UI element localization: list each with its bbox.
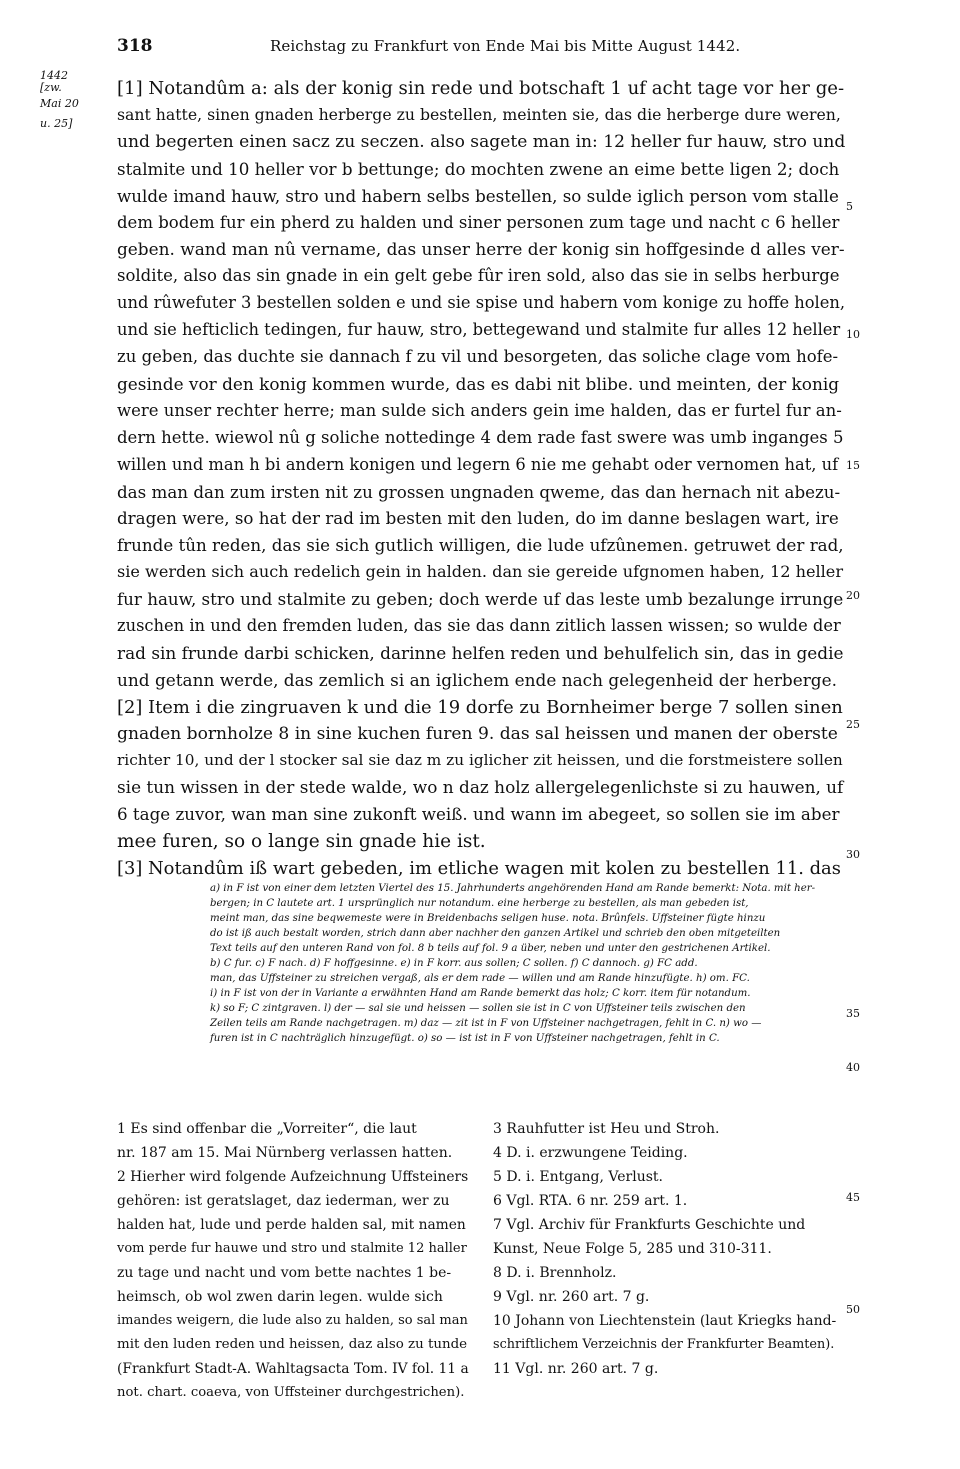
margin-line: [zw. xyxy=(40,81,62,95)
line-number: 25 xyxy=(846,718,860,731)
apparatus-line: do ist iß auch bestalt worden, strich dann aber nachher den ganzen Artikel und schrieb den oben mitgeteilten xyxy=(210,928,781,939)
text-line: zuschen in und den fremden luden, das sie das dann zitlich lassen wissen; so wulde der xyxy=(117,616,841,635)
text-line: wulde imand hauw, stro und habern selbs bestellen, so sulde iglich person vom stalle xyxy=(117,185,839,206)
running-head: Reichstag zu Frankfurt von Ende Mai bis Mitte August 1442. xyxy=(270,37,741,55)
text-line: das man dan zum irsten nit zu grossen ungnaden qweme, das dan hernach nit abezu- xyxy=(117,481,841,502)
line-number: 30 xyxy=(846,848,860,861)
footnote-line: 11 Vgl. nr. 260 art. 7 g. xyxy=(493,1361,659,1377)
apparatus-line: man, das Uffsteiner zu streichen vergaß, als er dem rade — willen und am Rande hinzufügte. h) om. FC. xyxy=(210,973,750,984)
line-number: 45 xyxy=(846,1191,860,1204)
page-number: 318 xyxy=(117,36,153,56)
apparatus-line: k) so F; C zintgraven. l) der — sal sie und heissen — sollen sie ist in C von Uffsteiner teils zwischen den xyxy=(210,1003,746,1014)
apparatus-line: bergen; in C lautete art. 1 ursprünglich nur notandum. eine herberge zu bestellen, als man gebeden ist, xyxy=(210,898,749,909)
line-number: 10 xyxy=(846,328,860,341)
text-line: stalmite und 10 heller vor b bettunge; do mochten zwene an eime bette ligen 2; doch xyxy=(117,158,840,179)
margin-line: 1442 xyxy=(40,69,68,82)
apparatus-line: meint man, das sine beqwemeste were in Breidenbachs seligen huse. nota. Brûnfels. Uffsteiner fügte hinzu xyxy=(210,913,766,924)
line-number: 5 xyxy=(846,200,853,213)
text-line: soldite, also das sin gnade in ein gelt gebe fûr iren sold, also das sie in selbs herburge xyxy=(117,266,840,286)
text-line: sie werden sich auch redelich gein in halden. dan sie gereide ufgnomen haben, 12 heller xyxy=(117,562,844,582)
text-line: dragen were, so hat der rad im besten mit den luden, do im danne beslagen wart, ire xyxy=(117,508,839,529)
footnote-line: (Frankfurt Stadt-A. Wahltagsacta Tom. IV fol. 11 a xyxy=(117,1361,469,1377)
text-line: gesinde vor den konig kommen wurde, das es dabi nit blibe. und meinten, der konig xyxy=(117,373,840,394)
text-line: dern hette. wiewol nû g soliche nottedinge 4 dem rade fast swere was umb inganges 5 xyxy=(117,427,844,447)
footnote-line: Kunst, Neue Folge 5, 285 und 310-311. xyxy=(493,1241,772,1257)
line-number: 50 xyxy=(846,1303,860,1316)
text-line: dem bodem fur ein pherd zu halden und siner personen zum tage und nacht c 6 heller xyxy=(117,212,840,232)
footnote-line: schriftlichem Verzeichnis der Frankfurter Beamten). xyxy=(493,1337,835,1352)
line-number: 20 xyxy=(846,589,860,602)
margin-line: u. 25] xyxy=(40,117,73,131)
text-line: sie tun wissen in der stede walde, wo n daz holz allergelegenlichste si zu hauwen, uf xyxy=(117,777,844,798)
footnote-line: zu tage und nacht und vom bette nachtes 1 be- xyxy=(117,1265,452,1281)
text-line: willen und man h bi andern konigen und legern 6 nie me gehabt oder vernomen hat, uf xyxy=(117,454,839,474)
footnote-line: 5 D. i. Entgang, Verlust. xyxy=(493,1169,663,1185)
footnote-line: mit den luden reden und heissen, daz also zu tunde xyxy=(117,1337,468,1352)
text-line: [3] Notandûm iß wart gebeden, im etliche wagen mit kolen zu bestellen 11. das xyxy=(117,858,841,880)
text-line: und rûwefuter 3 bestellen solden e und sie spise und habern vom konige zu hoffe holen, xyxy=(117,293,846,313)
text-line: und begerten einen sacz zu seczen. also sagete man in: 12 heller fur hauw, stro und xyxy=(117,131,846,152)
footnote-line: 3 Rauhfutter ist Heu und Stroh. xyxy=(493,1121,720,1137)
margin-date-note xyxy=(40,70,110,130)
text-line: [1] Notandûm a: als der konig sin rede und botschaft 1 uf acht tage vor her ge- xyxy=(117,78,845,99)
footnote-line: 8 D. i. Brennholz. xyxy=(493,1265,617,1281)
footnote-line: 9 Vgl. nr. 260 art. 7 g. xyxy=(493,1289,650,1305)
text-line: richter 10, und der l stocker sal sie daz m zu iglicher zit heissen, und die forstmeistere sollen xyxy=(117,750,843,769)
footnote-line: not. chart. coaeva, von Uffsteiner durchgestrichen). xyxy=(117,1385,465,1400)
footnote-line: nr. 187 am 15. Mai Nürnberg verlassen hatten. xyxy=(117,1145,453,1161)
footnote-line: 6 Vgl. RTA. 6 nr. 259 art. 1. xyxy=(493,1193,688,1209)
footnote-line: gehören: ist geratslaget, daz iederman, wer zu xyxy=(117,1193,450,1209)
text-line: [2] Item i die zingruaven k und die 19 dorfe zu Bornheimer berge 7 sollen sinen xyxy=(117,696,843,718)
text-line: gnaden bornholze 8 in sine kuchen furen 9. das sal heissen und manen der oberste xyxy=(117,723,838,744)
text-line: und sie hefticlich tedingen, fur hauw, stro, bettegewand und stalmite fur alles 12 heller xyxy=(117,320,841,340)
text-line: mee furen, so o lange sin gnade hie ist. xyxy=(117,831,486,853)
footnote-line: 10 Johann von Liechtenstein (laut Kriegks hand- xyxy=(493,1313,837,1329)
footnote-line: 7 Vgl. Archiv für Frankfurts Geschichte und xyxy=(493,1217,806,1233)
apparatus-line: a) in F ist von einer dem letzten Viertel des 15. Jahrhunderts angehörenden Hand am Rande bemerkt: Nota. mit her- xyxy=(210,883,816,894)
text-line: were unser rechter herre; man sulde sich anders gein ime halden, das er furtel fur an- xyxy=(117,400,842,420)
text-line: 6 tage zuvor, wan man sine zukonft weiß. und wann im abegeet, so sollen sie im aber xyxy=(117,804,840,825)
text-line: frunde tûn reden, das sie sich gutlich willigen, die lude ufzûnemen. getruwet der rad, xyxy=(117,535,844,556)
footnote-line: halden hat, lude und perde halden sal, mit namen xyxy=(117,1217,466,1233)
apparatus-line: furen ist in C nachträglich hinzugefügt. o) so — ist ist in F von Uffsteiner nachgetragen, fehlt in C. xyxy=(210,1033,720,1044)
text-line: sant hatte, sinen gnaden herberge zu bestellen, meinten sie, das die herberge dure weren, xyxy=(117,104,841,124)
apparatus-line: i) in F ist von der in Variante a erwähnten Hand am Rande bemerkt das holz; C korr. item für notandum. xyxy=(210,988,751,999)
text-line: zu geben, das duchte sie dannach f zu vil und besorgeten, das soliche clage vom hofe- xyxy=(117,347,839,366)
footnote-line: 4 D. i. erzwungene Teiding. xyxy=(493,1145,688,1161)
footnote-line: 1 Es sind offenbar die „Vorreiter“, die laut xyxy=(117,1121,417,1137)
margin-line: Mai 20 xyxy=(40,97,79,111)
apparatus-line: Text teils auf den unteren Rand von fol. 8 b teils auf fol. 9 a über, neben und unter den gestrichenen Artikel. xyxy=(210,943,771,954)
line-number: 15 xyxy=(846,459,860,472)
footnote-line: vom perde fur hauwe und stro und stalmite 12 haller xyxy=(117,1241,467,1256)
line-number: 35 xyxy=(846,1007,860,1020)
line-number: 40 xyxy=(846,1061,860,1074)
footnote-line: heimsch, ob wol zwen darin legen. wulde sich xyxy=(117,1289,443,1305)
text-line: fur hauw, stro und stalmite zu geben; doch werde uf das leste umb bezalunge irrunge xyxy=(117,589,844,610)
footnote-line: 2 Hierher wird folgende Aufzeichnung Uffsteiners xyxy=(117,1169,469,1185)
apparatus-line: Zeilen teils am Rande nachgetragen. m) daz — zit ist in F von Uffsteiner nachgetragen, fehlt in C. n) wo — xyxy=(210,1018,762,1029)
text-line: rad sin frunde darbi schicken, darinne helfen reden und behulfelich sin, das in gedie xyxy=(117,642,844,663)
apparatus-line: b) C fur. c) F nach. d) F hoffgesinne. e) in F korr. aus sollen; C sollen. f) C dannoch. g) FC add. xyxy=(210,958,698,969)
text-line: und getann werde, das zemlich si an iglichem ende nach gelegenheid der herberge. xyxy=(117,669,837,690)
footnote-line: imandes weigern, die lude also zu halden, so sal man xyxy=(117,1313,468,1328)
text-line: geben. wand man nû vername, das unser herre der konig sin hoffgesinde d alles ver- xyxy=(117,239,845,260)
